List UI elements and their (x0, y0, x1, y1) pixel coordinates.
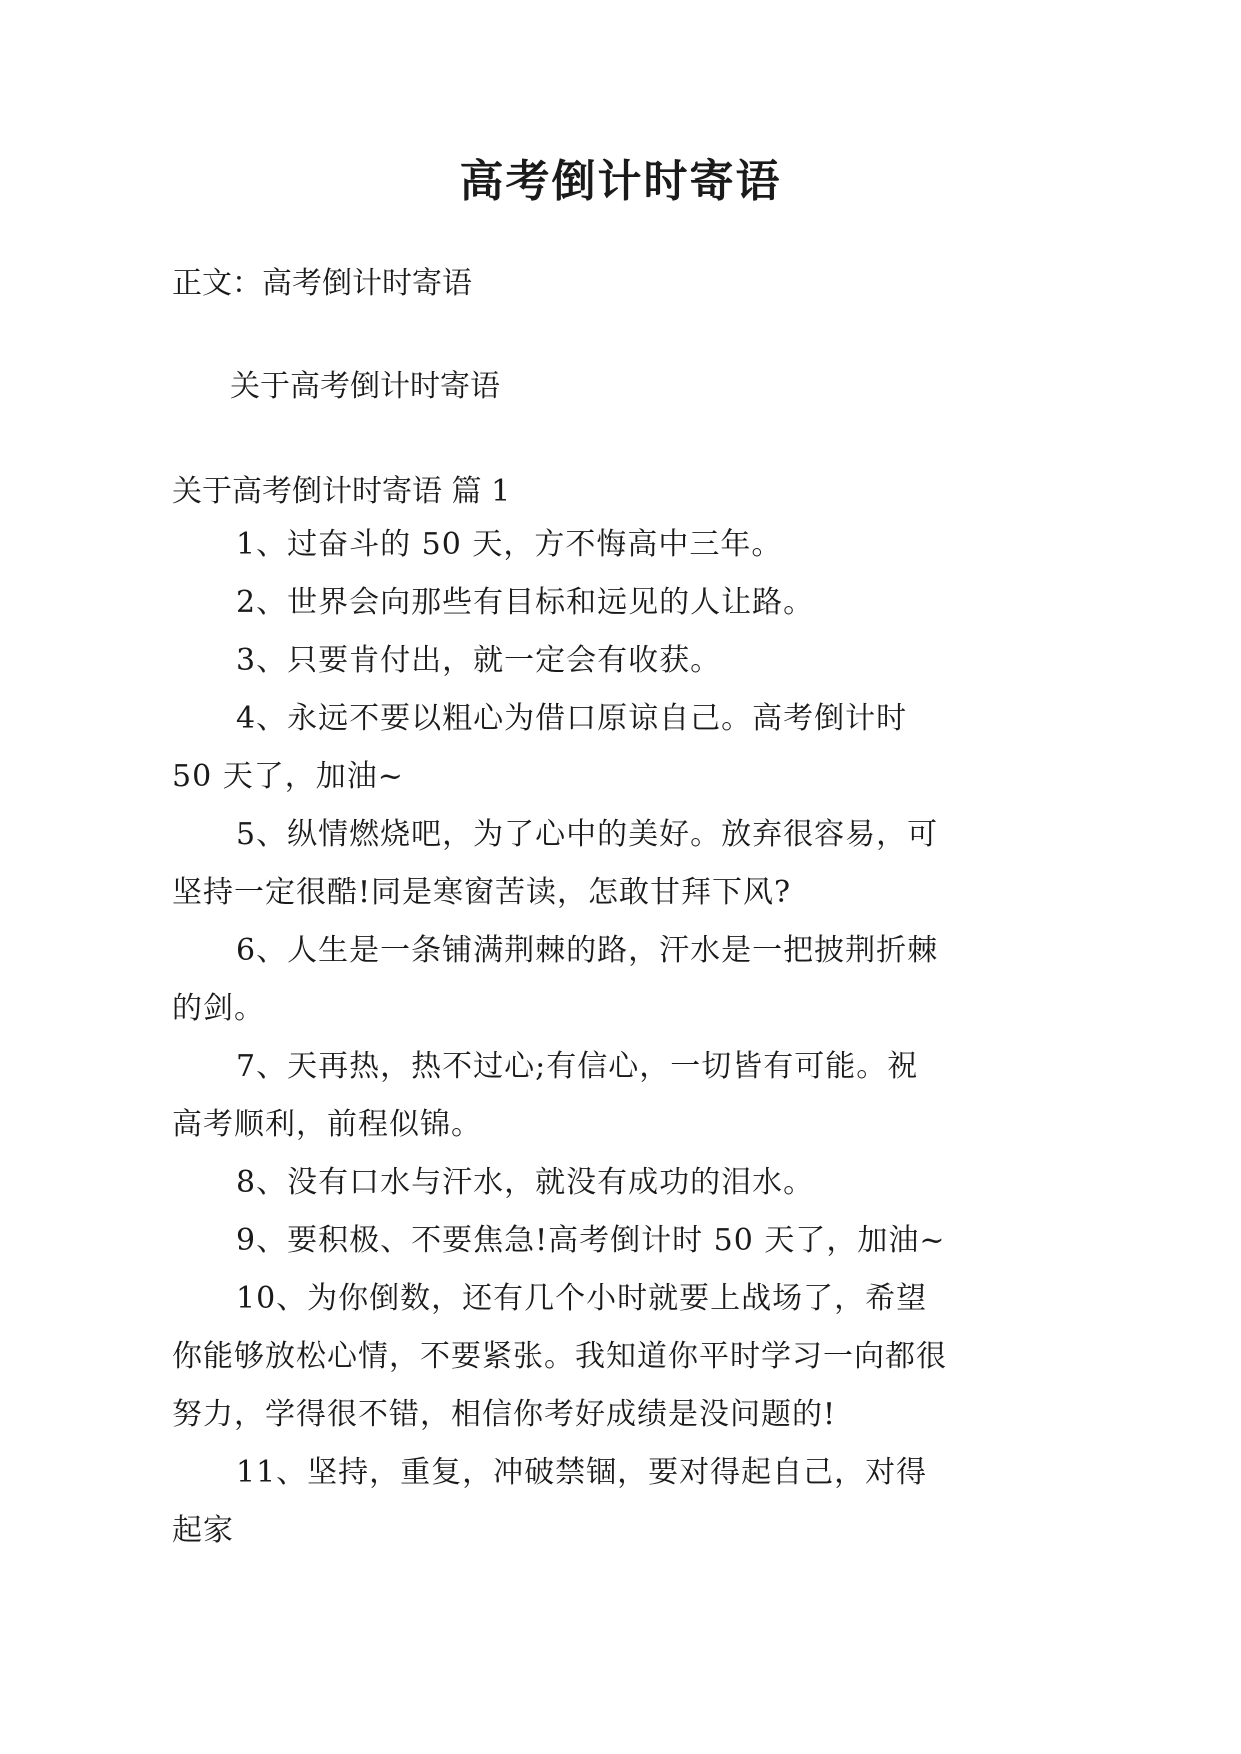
list-item: 1、过奋斗的 50 天，方不悔高中三年。 (236, 527, 783, 562)
body-label: 正文：高考倒计时寄语 (172, 266, 472, 301)
section-heading: 关于高考倒计时寄语 篇 1 (172, 474, 511, 509)
list-item: 6、人生是一条铺满荆棘的路，汗水是一把披荆折棘的剑。 (172, 933, 939, 1026)
list-item: 10、为你倒数，还有几个小时就要上战场了，希望你能够放松心情，不要紧张。我知道你平时学习一向都很努力，学得很不错，相信你考好成绩是没问题的! (172, 1281, 947, 1432)
subtitle: 关于高考倒计时寄语 (230, 369, 500, 404)
list-item: 2、世界会向那些有目标和远见的人让路。 (236, 585, 815, 620)
list-item: 3、只要肯付出，就一定会有收获。 (236, 643, 722, 678)
list-item: 5、纵情燃烧吧，为了心中的美好。放弃很容易，可坚持一定很酷!同是寒窗苦读，怎敢甘拜下风? (172, 817, 939, 910)
document-title: 高考倒计时寄语 (459, 156, 782, 207)
list-item: 4、永远不要以粗心为借口原谅自己。高考倒计时 50 天了，加油~ (172, 701, 908, 794)
list-item: 8、没有口水与汗水，就没有成功的泪水。 (236, 1165, 815, 1200)
list-item: 9、要积极、不要焦急!高考倒计时 50 天了，加油~ (236, 1223, 946, 1258)
item-list (172, 516, 947, 1560)
list-item: 11、坚持，重复，冲破禁锢，要对得起自己，对得起家 (172, 1455, 928, 1548)
list-item: 7、天再热，热不过心;有信心，一切皆有可能。祝高考顺利，前程似锦。 (172, 1049, 919, 1142)
